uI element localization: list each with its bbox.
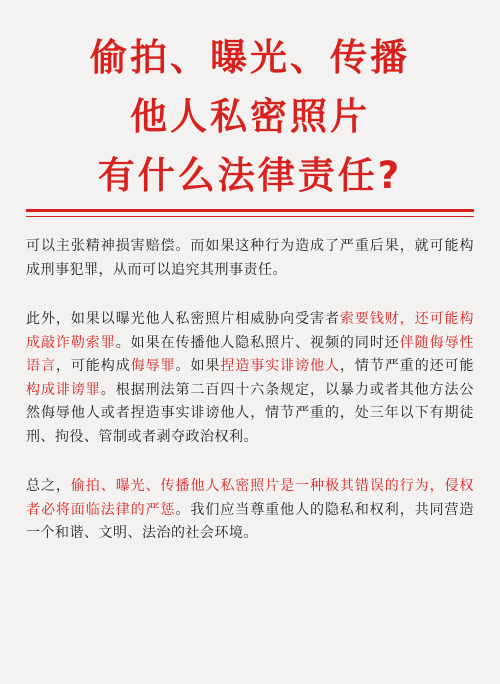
title-line-1: 偷拍、曝光、传播 <box>90 36 410 79</box>
highlight-defamation-crime: 构成诽谤罪 <box>26 381 101 398</box>
title-line-2: 他人私密照片 <box>130 95 370 138</box>
highlight-conclusion: 偷拍、曝光、传播他人私密照片是一种极其错误的行为，侵权者必将面临法律的严惩 <box>26 478 475 518</box>
paragraph-civil-liability <box>26 235 474 282</box>
paragraph3-text-2: 。我们应当尊重他人的隐私和权利，共同营造一个和谐、文明、法治的社会环境。 <box>26 501 475 541</box>
highlight-insulting-language: 伴随侮辱性语言 <box>26 334 475 374</box>
paragraph2-text-5: ，情节严重的还可能 <box>339 358 475 374</box>
paragraph2-text-4: 。如果 <box>175 358 221 374</box>
highlight-extortion: 索要钱财，还可能构成敲诈勒索罪 <box>26 311 475 351</box>
paragraph2-text-2: 。如果在传播他人隐私照片、视频的同时还 <box>115 334 400 351</box>
title-divider <box>26 209 474 212</box>
paragraph2-text-3: ，可能构成 <box>55 358 131 374</box>
paragraph3-text-1: 总之， <box>26 478 71 494</box>
article-title <box>26 0 474 205</box>
title-line-3: 有什么法律责任? <box>97 154 403 197</box>
paragraph2-text-6: 。根据刑法第二百四十六条规定，以暴力或者其他方法公然侮辱他人或者捏造事实诽谤他人，情节严重的，处三年以下有期徒刑、拘役、管制或者剥夺政治权利。 <box>26 381 475 445</box>
paragraph-conclusion <box>26 475 474 546</box>
title-divider-thin <box>26 216 474 217</box>
paragraph-criminal-offenses <box>26 308 474 449</box>
highlight-fabricate-facts: 捏造事实诽谤他人 <box>220 358 340 374</box>
highlight-insult-crime: 侮辱罪 <box>130 358 176 374</box>
paragraph1-text: 可以主张精神损害赔偿。而如果这种行为造成了严重后果，就可能构成刑事犯罪，从而可以追究其刑事责任。 <box>26 238 474 278</box>
paragraph2-text-1: 此外，如果以曝光他人私密照片相威胁向受害者 <box>26 311 340 327</box>
